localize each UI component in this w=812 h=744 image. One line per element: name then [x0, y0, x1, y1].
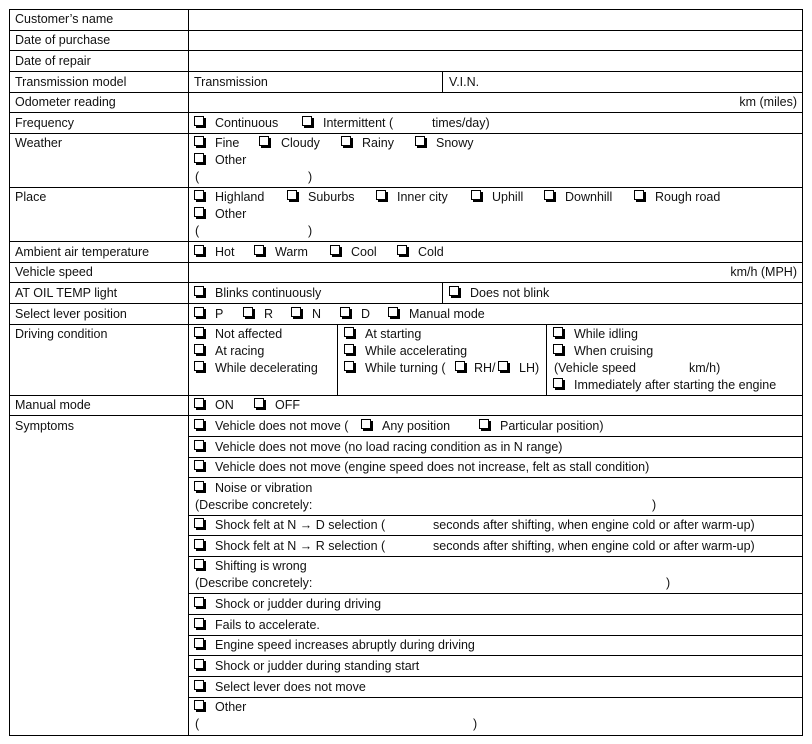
checkbox-symptom-6[interactable]: [194, 539, 204, 549]
checkbox-manual-on[interactable]: [194, 398, 204, 408]
option-snowy: Snowy: [436, 136, 474, 150]
option-fine: Fine: [215, 136, 240, 150]
option-blinks: Blinks continuously: [215, 286, 322, 300]
option-while-turning: While turning (: [365, 361, 446, 375]
checkbox-d[interactable]: [340, 307, 350, 317]
vehicle-speed-unit: km/h (MPH): [730, 265, 797, 279]
option-manual-mode: Manual mode: [409, 307, 485, 321]
symptom-other-close: ): [473, 717, 478, 731]
row-line: [9, 241, 803, 242]
option-while-accel: While accelerating: [365, 344, 468, 358]
option-intermittent: Intermittent (: [323, 116, 394, 130]
option-not-affected: Not affected: [215, 327, 283, 341]
symptom-line: [188, 593, 803, 594]
label-customer-name: Customer’s name: [15, 12, 114, 26]
cruise-vehicle-speed: (Vehicle speed: [554, 361, 637, 375]
row-line: [9, 71, 803, 72]
describe-shifting-close: ): [666, 576, 671, 590]
checkbox-symptom-9[interactable]: [194, 618, 204, 628]
driving-divider-2: [546, 324, 547, 395]
symptom-4: Noise or vibration: [215, 481, 313, 495]
cruise-kmh: km/h): [689, 361, 721, 375]
checkbox-rainy[interactable]: [341, 136, 351, 146]
symptom-other-open: (: [195, 717, 200, 731]
checkbox-symptom-11[interactable]: [194, 659, 204, 669]
option-hot: Hot: [215, 245, 235, 259]
option-p: P: [215, 307, 224, 321]
option-place-other: Other: [215, 207, 247, 221]
symptom-line: [188, 655, 803, 656]
row-line: [9, 133, 803, 134]
checkbox-weather-other[interactable]: [194, 153, 204, 163]
option-suburbs: Suburbs: [308, 190, 355, 204]
checkbox-symptom-7[interactable]: [194, 559, 204, 569]
option-at-starting: At starting: [365, 327, 422, 341]
checkbox-while-idling[interactable]: [553, 327, 563, 337]
option-highland: Highland: [215, 190, 265, 204]
option-inner-city: Inner city: [397, 190, 448, 204]
symptom-line: [188, 535, 803, 536]
checkbox-fine[interactable]: [194, 136, 204, 146]
checkbox-r[interactable]: [243, 307, 253, 317]
option-d: D: [361, 307, 371, 321]
row-line: [9, 324, 803, 325]
label-vehicle-speed: Vehicle speed: [15, 265, 93, 279]
checkbox-symptom-2[interactable]: [194, 440, 204, 450]
symptom-line: [188, 614, 803, 615]
symptom-5b: seconds after shifting, when engine cold or after warm-up): [433, 518, 755, 532]
checkbox-immediately[interactable]: [553, 378, 563, 388]
label-column-divider: [188, 9, 189, 736]
describe-noise-close: ): [652, 498, 657, 512]
checkbox-cloudy[interactable]: [259, 136, 269, 146]
symptom-line: [188, 457, 803, 458]
odometer-unit: km (miles): [739, 95, 797, 109]
checkbox-cool[interactable]: [330, 245, 340, 255]
checkbox-p[interactable]: [194, 307, 204, 317]
option-warm: Warm: [275, 245, 308, 259]
checkbox-lh[interactable]: [498, 361, 508, 371]
checkbox-suburbs[interactable]: [287, 190, 297, 200]
label-manual-mode: Manual mode: [15, 398, 91, 412]
checkbox-symptom-12[interactable]: [194, 680, 204, 690]
symptom-line: [188, 697, 803, 698]
option-uphill: Uphill: [492, 190, 524, 204]
symptom-3: Vehicle does not move (engine speed does not increase, felt as stall condition): [215, 460, 650, 474]
symptom-6b: seconds after shifting, when engine cold or after warm-up): [433, 539, 755, 553]
symptom-1: Vehicle does not move (: [215, 419, 349, 433]
label-odometer: Odometer reading: [15, 95, 116, 109]
checkbox-symptom-other[interactable]: [194, 700, 204, 710]
option-weather-other: Other: [215, 153, 247, 167]
checkbox-while-accel[interactable]: [344, 344, 354, 354]
option-while-decel: While decelerating: [215, 361, 318, 375]
symptom-2: Vehicle does not move (no load racing condition as in N range): [215, 440, 563, 454]
checkbox-at-racing[interactable]: [194, 344, 204, 354]
row-line: [9, 415, 803, 416]
checkbox-cold[interactable]: [397, 245, 407, 255]
checkbox-manual-mode[interactable]: [388, 307, 398, 317]
symptom-10: Engine speed increases abruptly during driving: [215, 638, 475, 652]
symptom-7: Shifting is wrong: [215, 559, 307, 573]
option-downhill: Downhill: [565, 190, 613, 204]
option-manual-off: OFF: [275, 398, 300, 412]
checkbox-snowy[interactable]: [415, 136, 425, 146]
place-other-open: (: [195, 224, 200, 238]
option-at-racing: At racing: [215, 344, 265, 358]
transmission-label: Transmission: [194, 75, 268, 89]
at-oil-divider: [442, 282, 443, 303]
customer-name-field[interactable]: [190, 10, 802, 30]
symptom-12: Select lever does not move: [215, 680, 366, 694]
label-weather: Weather: [15, 136, 63, 150]
option-when-cruising: When cruising: [574, 344, 654, 358]
checkbox-n[interactable]: [291, 307, 301, 317]
label-ambient: Ambient air temperature: [15, 245, 150, 259]
row-line: [9, 262, 803, 263]
symptom-line: [188, 556, 803, 557]
checkbox-rough-road[interactable]: [634, 190, 644, 200]
option-any-position: Any position: [382, 419, 451, 433]
symptom-5a: Shock felt at N → D selection (: [215, 518, 386, 532]
label-date-purchase: Date of purchase: [15, 33, 111, 47]
checkbox-no-blink[interactable]: [449, 286, 459, 296]
checkbox-when-cruising[interactable]: [553, 344, 563, 354]
row-line: [9, 112, 803, 113]
row-line: [9, 92, 803, 93]
checkbox-hot[interactable]: [194, 245, 204, 255]
describe-noise: (Describe concretely:: [195, 498, 313, 512]
checkbox-downhill[interactable]: [544, 190, 554, 200]
place-other-close: ): [308, 224, 313, 238]
describe-shifting: (Describe concretely:: [195, 576, 313, 590]
vin-label: V.I.N.: [449, 75, 480, 89]
checkbox-manual-off[interactable]: [254, 398, 264, 408]
checkbox-place-other[interactable]: [194, 207, 204, 217]
row-line: [9, 303, 803, 304]
date-purchase-field[interactable]: [190, 31, 802, 50]
symptom-line: [188, 635, 803, 636]
checkbox-symptom-1[interactable]: [194, 419, 204, 429]
checkbox-symptom-8[interactable]: [194, 597, 204, 607]
checkbox-warm[interactable]: [254, 245, 264, 255]
checkbox-highland[interactable]: [194, 190, 204, 200]
transmission-divider: [442, 71, 443, 92]
checkbox-continuous[interactable]: [194, 116, 204, 126]
checkbox-particular-position[interactable]: [479, 419, 489, 429]
option-no-blink: Does not blink: [470, 286, 550, 300]
symptom-6a: Shock felt at N → R selection (: [215, 539, 386, 553]
checkbox-symptom-4[interactable]: [194, 481, 204, 491]
symptom-8: Shock or judder during driving: [215, 597, 382, 611]
checkbox-while-decel[interactable]: [194, 361, 204, 371]
date-repair-field[interactable]: [190, 51, 802, 71]
option-cloudy: Cloudy: [281, 136, 320, 150]
option-r: R: [264, 307, 274, 321]
checkbox-symptom-5[interactable]: [194, 518, 204, 528]
option-cool: Cool: [351, 245, 377, 259]
label-transmission-model: Transmission model: [15, 75, 127, 89]
option-rough-road: Rough road: [655, 190, 721, 204]
option-immediately: Immediately after starting the engine: [574, 378, 777, 392]
symptom-line: [188, 477, 803, 478]
checkbox-symptom-10[interactable]: [194, 638, 204, 648]
option-times-per-day: times/day): [432, 116, 490, 130]
checkbox-any-position[interactable]: [361, 419, 371, 429]
checkbox-uphill[interactable]: [471, 190, 481, 200]
option-while-idling: While idling: [574, 327, 638, 341]
option-cold: Cold: [418, 245, 444, 259]
symptom-line: [188, 676, 803, 677]
option-n: N: [312, 307, 322, 321]
option-continuous: Continuous: [215, 116, 279, 130]
option-manual-on: ON: [215, 398, 234, 412]
checkbox-at-starting[interactable]: [344, 327, 354, 337]
symptom-9: Fails to accelerate.: [215, 618, 320, 632]
label-select-lever: Select lever position: [15, 307, 127, 321]
checkbox-blinks[interactable]: [194, 286, 204, 296]
checkbox-while-turning[interactable]: [344, 361, 354, 371]
row-line: [9, 282, 803, 283]
weather-other-open: (: [195, 170, 200, 184]
checkbox-intermittent[interactable]: [302, 116, 312, 126]
weather-other-close: ): [308, 170, 313, 184]
checkbox-inner-city[interactable]: [376, 190, 386, 200]
label-date-repair: Date of repair: [15, 54, 91, 68]
row-line: [9, 395, 803, 396]
driving-divider-1: [337, 324, 338, 395]
symptom-11: Shock or judder during standing start: [215, 659, 420, 673]
symptom-line: [188, 436, 803, 437]
label-place: Place: [15, 190, 47, 204]
label-at-oil: AT OIL TEMP light: [15, 286, 118, 300]
checkbox-not-affected[interactable]: [194, 327, 204, 337]
label-symptoms: Symptoms: [15, 419, 75, 433]
label-frequency: Frequency: [15, 116, 75, 130]
symptom-line: [188, 515, 803, 516]
checkbox-rh[interactable]: [455, 361, 465, 371]
symptom-other: Other: [215, 700, 247, 714]
row-line: [9, 187, 803, 188]
option-particular-position: Particular position): [500, 419, 604, 433]
label-driving-condition: Driving condition: [15, 327, 108, 341]
option-rainy: Rainy: [362, 136, 394, 150]
option-lh: LH): [519, 361, 540, 375]
checkbox-symptom-3[interactable]: [194, 460, 204, 470]
option-rh: RH/: [474, 361, 496, 375]
